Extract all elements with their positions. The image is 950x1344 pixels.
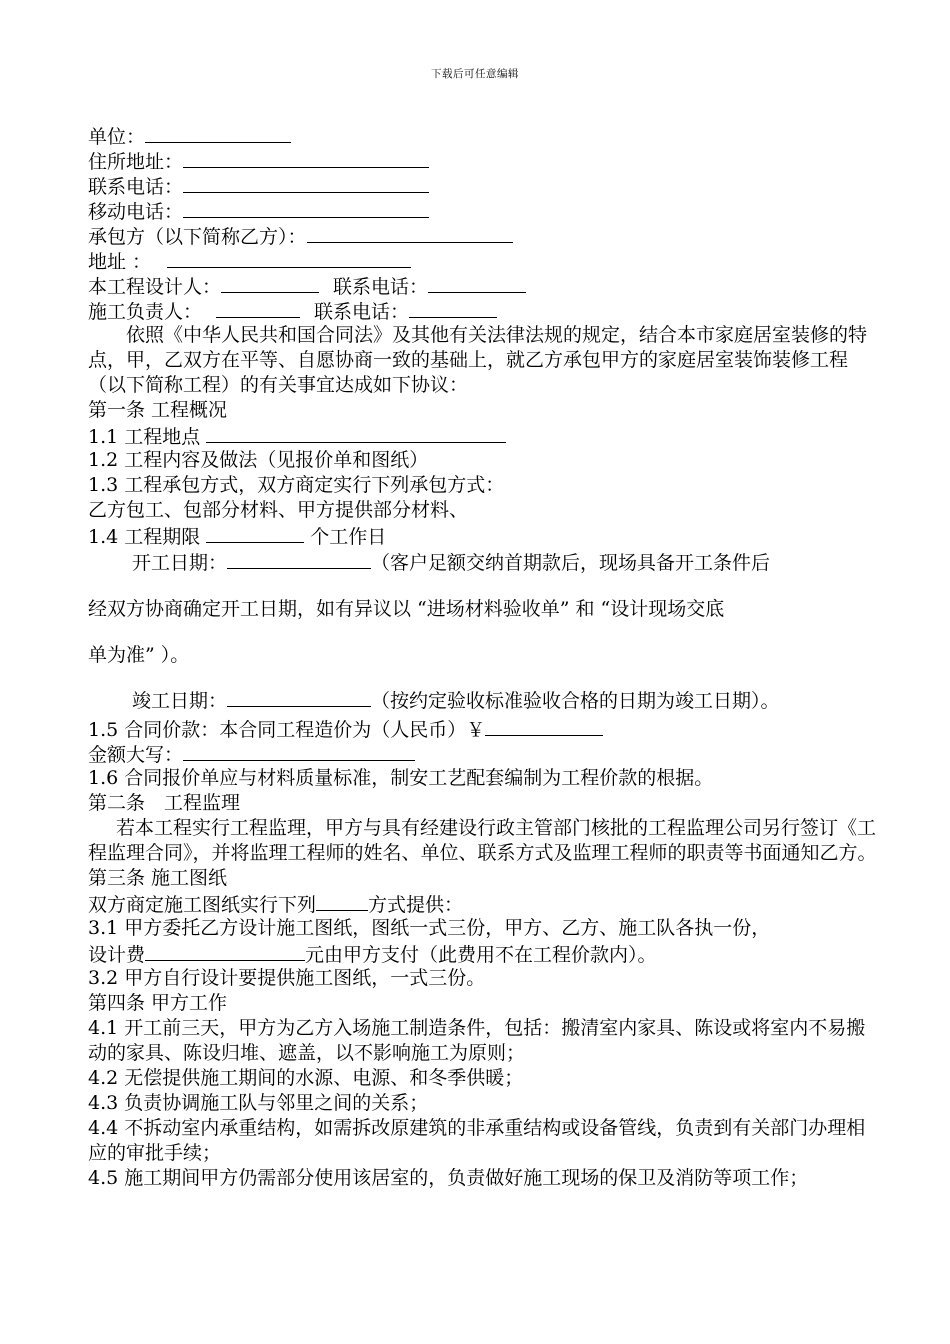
article-1-title: 第一条 工程概况 [88, 399, 228, 421]
finish-date-label: 竣工日期： [132, 690, 228, 712]
designer-phone-label: 联系电话： [333, 276, 429, 298]
manager-line [88, 298, 878, 323]
amount-words-label: 金额大写： [88, 744, 184, 766]
contract-body [88, 123, 878, 1191]
preamble-paragraph: 依照《中华人民共和国合同法》及其他有关法律法规的规定，结合本市家庭居室装修的特点，甲，乙双方在平等、自愿协商一致的基础上，就乙方承包甲方的家庭居室装饰装修工程（以下简称工程）的有关事宜达成如下协议： [88, 324, 868, 396]
article-3-intro [88, 891, 878, 916]
start-date-note-line-2: 经双方协商确定开工日期，如有异议以 “进场材料验收单” 和 “设计现场交底 [88, 598, 725, 620]
clause-1-3: 1.3 工程承包方式，双方商定实行下列承包方式： [88, 474, 505, 496]
unit-label: 单位： [88, 126, 146, 148]
contractor-blank [307, 223, 513, 243]
address-blank [183, 148, 429, 168]
amount-words-blank [183, 741, 415, 761]
amount-words-line [88, 741, 878, 766]
mobile-label: 移动电话： [88, 201, 184, 223]
design-fee-label: 设计费 [88, 944, 146, 966]
clause-4-5: 4.5 施工期间甲方仍需部分使用该居室的，负责做好施工现场的保卫及消防等项工作； [88, 1167, 809, 1189]
article-4-title: 第四条 甲方工作 [88, 992, 228, 1014]
designer-phone-blank [428, 273, 526, 293]
address2-label: 地址 ： [88, 251, 152, 273]
article-3-intro-a: 双方商定施工图纸实行下列 [88, 894, 317, 916]
manager-label: 施工负责人： [88, 301, 203, 323]
article-3-title: 第三条 施工图纸 [88, 867, 228, 889]
clause-4-1: 4.1 开工前三天，甲方为乙方入场施工制造条件，包括：搬清室内家具、陈设或将室内不易搬动的家具、陈设归堆、遮盖，以不影响施工为原则； [88, 1017, 866, 1064]
clause-3-1: 3.1 甲方委托乙方设计施工图纸，图纸一式三份，甲方、乙方、施工队各执一份， [88, 917, 771, 939]
start-date-line [88, 540, 878, 586]
contractor-line [88, 223, 878, 248]
contractor-label: 承包方（以下简称乙方）： [88, 226, 307, 248]
designer-label: 本工程设计人： [88, 276, 222, 298]
manager-blank [216, 298, 300, 318]
mobile-blank [183, 198, 429, 218]
clause-1-4-text: 1.4 工程期限 [88, 526, 201, 548]
clause-1-5-text: 1.5 合同价款：本合同工程造价为（人民币）￥ [88, 719, 486, 741]
phone-blank [183, 173, 429, 193]
clause-4-4: 4.4 不拆动室内承重结构，如需拆改原建筑的非承重结构或设备管线，负责到有关部门办理相应的审批手续； [88, 1117, 866, 1164]
site-blank [206, 423, 506, 443]
phone-line [88, 173, 878, 198]
manager-phone-blank [409, 298, 497, 318]
design-fee-note: 元由甲方支付（此费用不在工程价款内）。 [305, 944, 657, 966]
manager-phone-label: 联系电话： [314, 301, 410, 323]
price-blank [485, 716, 603, 736]
clause-1-1-text: 1.1 工程地点 [88, 426, 201, 448]
start-date-note-1: （客户足额交纳首期款后，现场具备开工条件后 [371, 552, 771, 574]
page-header-note: 下载后可任意编辑 [431, 68, 519, 80]
start-date-label: 开工日期： [132, 552, 228, 574]
article-3-intro-b: 方式提供： [368, 894, 464, 916]
start-date-blank [227, 549, 371, 569]
article-2-title: 第二条 工程监理 [88, 792, 241, 814]
clause-3-1-fee [88, 941, 878, 966]
address2-blank [167, 248, 411, 268]
phone-label: 联系电话： [88, 176, 184, 198]
clause-4-3: 4.3 负责协调施工队与邻里之间的关系； [88, 1092, 429, 1114]
clause-1-3-options: 乙方包工、包部分材料、甲方提供部分材料、 [88, 499, 469, 521]
finish-date-blank [227, 687, 371, 707]
clause-1-4-unit: 个工作日 [310, 526, 387, 548]
mobile-line [88, 198, 878, 223]
designer-blank [221, 273, 319, 293]
address2-line [88, 248, 878, 273]
clause-1-1 [88, 423, 878, 448]
clause-3-2: 3.2 甲方自行设计要提供施工图纸，一式三份。 [88, 967, 486, 989]
clause-1-2: 1.2 工程内容及做法（见报价单和图纸） [88, 449, 429, 471]
address-line [88, 148, 878, 173]
clause-4-2: 4.2 无偿提供施工期间的水源、电源、和冬季供暖； [88, 1067, 524, 1089]
drawing-method-blank [316, 891, 368, 911]
finish-date-note: （按约定验收标准验收合格的日期为竣工日期）。 [371, 690, 780, 712]
unit-line [88, 123, 878, 148]
address-label: 住所地址： [88, 151, 184, 173]
designer-line [88, 273, 878, 298]
unit-blank [145, 123, 291, 143]
start-date-note-line-3: 单为准” ）。 [88, 644, 190, 666]
clause-1-6: 1.6 合同报价单应与材料质量标准，制安工艺配套编制为工程价款的根据。 [88, 767, 714, 789]
article-2-paragraph: 若本工程实行工程监理，甲方与具有经建设行政主管部门核批的工程监理公司另行签订《工程监理合同》，并将监理工程师的姓名、单位、联系方式及监理工程师的职责等书面通知乙方。 [88, 817, 877, 864]
design-fee-blank [145, 941, 305, 961]
